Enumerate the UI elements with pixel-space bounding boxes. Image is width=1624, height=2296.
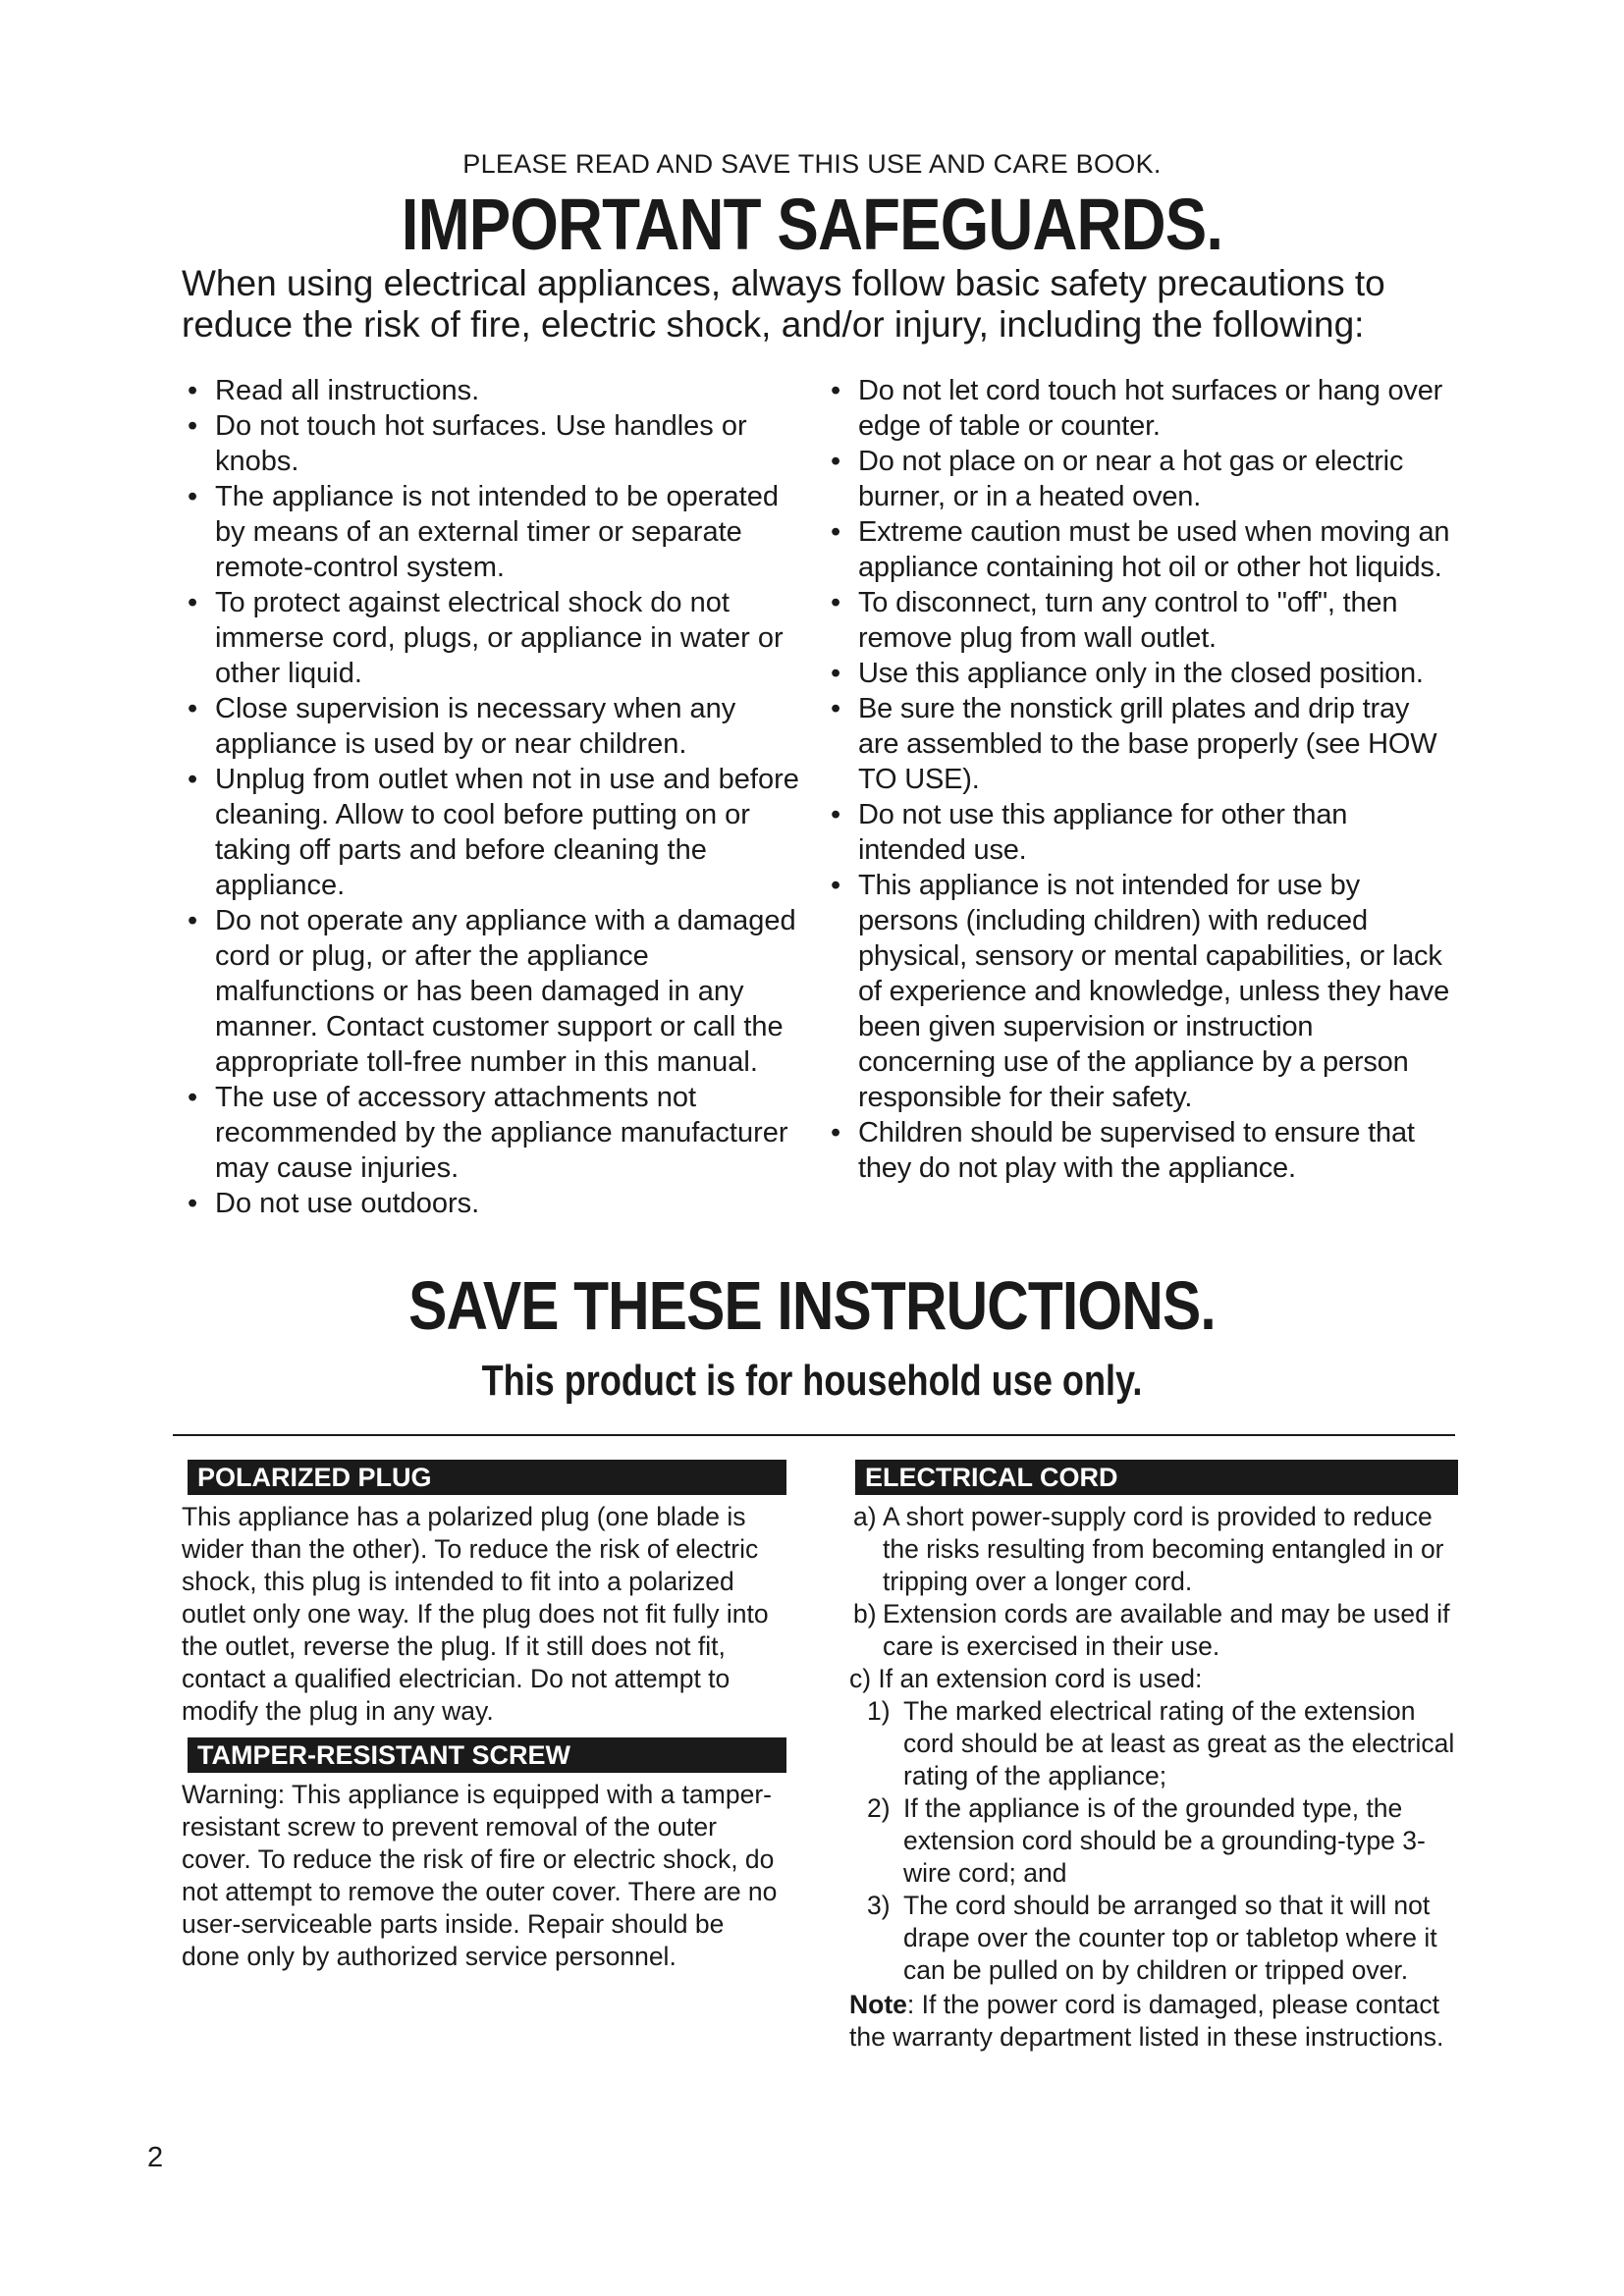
polarized-plug-body: This appliance has a polarized plug (one blade is wider than the other). To reduce the risk of electric shock, this plug is intended to fit into a polarized outlet only one way. If the plug does not fit fully into the outlet, reverse the plug. If it still does not fit, contact a qualified electrician. Do not attempt to modify the plug in any way. <box>182 1502 769 1726</box>
item-text: The marked electrical rating of the extension cord should be at least as great as the electrical rating of the appliance; <box>903 1696 1455 1790</box>
cord-item-c: c) If an extension cord is used: <box>849 1664 1203 1693</box>
list-item: • Do not touch hot surfaces. Use handles or knobs. <box>182 408 810 479</box>
item-text: If the appliance is of the grounded type, the extension cord should be a grounding-type 3-wire cord; and <box>903 1793 1426 1888</box>
tamper-resistant-screw-heading: TAMPER-RESISTANT SCREW <box>182 1737 786 1773</box>
item-label: a) <box>853 1502 877 1531</box>
list-item: • Read all instructions. <box>182 373 810 408</box>
list-item: • To disconnect, turn any control to "off", then remove plug from wall outlet. <box>825 585 1453 656</box>
read-and-save-notice: PLEASE READ AND SAVE THIS USE AND CARE BOOK. <box>462 149 1162 179</box>
item-text: A short power-supply cord is provided to reduce the risks resulting from becoming entangled in or tripping over a longer cord. <box>883 1502 1444 1596</box>
tamper-resistant-screw-body: Warning: This appliance is equipped with a tamper-resistant screw to prevent removal of the outer cover. To reduce the risk of fire or electric shock, do not attempt to remove the outer cover. There are no user-serviceable parts inside. Repair should be done only by authorized service personnel. <box>182 1780 778 1971</box>
safeguards-list-right <box>825 373 1453 1186</box>
intro-paragraph: When using electrical appliances, always follow basic safety precautions to reduce the risk of fire, electric shock, and/or injury, including the following: <box>182 263 1385 345</box>
polarized-plug-heading: POLARIZED PLUG <box>182 1460 786 1495</box>
list-item: • Do not use this appliance for other than intended use. <box>825 797 1453 868</box>
list-item: • The use of accessory attachments not recommended by the appliance manufacturer may cause injuries. <box>182 1080 810 1186</box>
tamper-resistant-screw-section <box>182 1737 786 1973</box>
list-item: • Be sure the nonstick grill plates and drip tray are assembled to the base properly (see HOW TO USE). <box>825 691 1453 797</box>
polarized-plug-section <box>182 1460 786 1728</box>
safeguards-left-column <box>182 373 810 1221</box>
item-text: The cord should be arranged so that it will not drape over the counter top or tabletop where it can be pulled on by children or tripped over. <box>903 1891 1437 1985</box>
page-number: 2 <box>147 2142 164 2173</box>
item-label: 1) <box>867 1696 891 1726</box>
list-item: • Do not operate any appliance with a damaged cord or plug, or after the appliance malfunctions or has been damaged in any manner. Contact customer support or call the appropriate toll-free number in this manual. <box>182 903 810 1080</box>
list-item: • Do not place on or near a hot gas or electric burner, or in a heated oven. <box>825 444 1453 514</box>
list-item: • Close supervision is necessary when any appliance is used by or near children. <box>182 691 810 762</box>
note-label: Note <box>849 1990 907 2019</box>
electrical-cord-section <box>849 1460 1458 2054</box>
item-text: Extension cords are available and may be used if care is exercised in their use. <box>883 1599 1450 1661</box>
item-label: 3) <box>867 1891 891 1920</box>
cord-note <box>849 1989 1458 2054</box>
list-item: • Extreme caution must be used when moving an appliance containing hot oil or other hot liquids. <box>825 514 1453 585</box>
page-title: IMPORTANT SAFEGUARDS. <box>401 184 1223 265</box>
list-item: • Do not let cord touch hot surfaces or hang over edge of table or counter. <box>825 373 1453 444</box>
safeguards-right-column <box>825 373 1453 1186</box>
list-item: • Do not use outdoors. <box>182 1186 810 1221</box>
list-item: • Use this appliance only in the closed position. <box>825 656 1453 691</box>
household-use-subheading: This product is for household use only. <box>481 1357 1143 1405</box>
cord-subitem-2 <box>849 1792 1458 1890</box>
list-item: • The appliance is not intended to be operated by means of an external timer or separate remote-control system. <box>182 479 810 585</box>
list-item: • Unplug from outlet when not in use and before cleaning. Allow to cool before putting on or taking off parts and before cleaning the appliance. <box>182 762 810 903</box>
cord-item-a <box>849 1501 1458 1598</box>
cord-subitem-3 <box>849 1890 1458 1987</box>
list-item: • Children should be supervised to ensure that they do not play with the appliance. <box>825 1115 1453 1186</box>
list-item: • This appliance is not intended for use by persons (including children) with reduced physical, sensory or mental capabilities, or lack of experience and knowledge, unless they have been given supervision or instruction concerning use of the appliance by a person responsible for their safety. <box>825 868 1453 1115</box>
save-instructions-heading: SAVE THESE INSTRUCTIONS. <box>408 1267 1216 1344</box>
cord-item-b <box>849 1598 1458 1663</box>
electrical-cord-heading: ELECTRICAL CORD <box>849 1460 1458 1495</box>
item-label: 2) <box>867 1793 891 1823</box>
note-text: : If the power cord is damaged, please contact the warranty department listed in these instructions. <box>849 1990 1444 2052</box>
section-divider <box>173 1434 1455 1436</box>
cord-subitem-1 <box>849 1695 1458 1792</box>
list-item: • To protect against electrical shock do not immerse cord, plugs, or appliance in water or other liquid. <box>182 585 810 691</box>
safeguards-list-left <box>182 373 810 1221</box>
item-label: b) <box>853 1599 877 1629</box>
